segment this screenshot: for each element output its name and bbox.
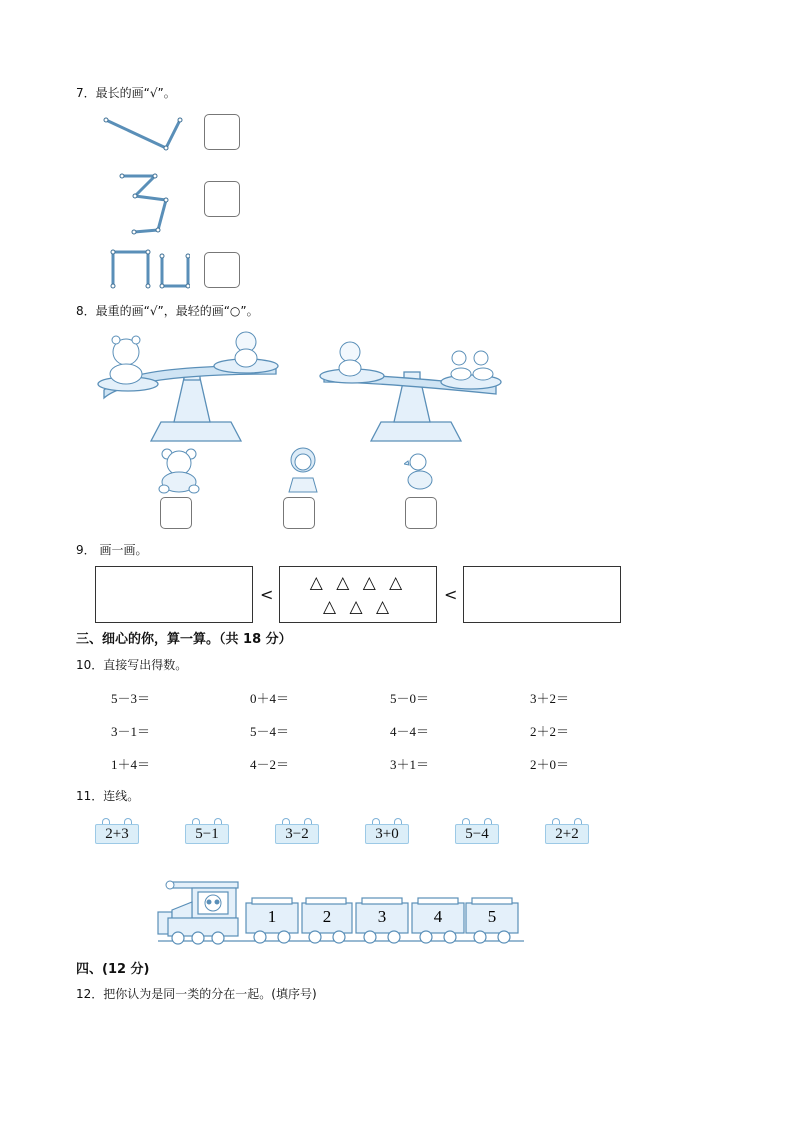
balance-scale-2 [316,326,506,446]
section-3-heading: 三、细心的你，算一算。（共 18 分） [76,632,292,647]
q11-title: 11．连线。 [76,789,140,803]
calc-item: 4－4＝ [390,724,430,739]
q8-answer-box-duck[interactable] [405,497,437,529]
expression-card-label: 5−1 [195,826,219,842]
doll-icon [286,446,320,496]
calc-item: 5－4＝ [250,724,290,739]
q8-title: 8．最重的画“√”，最轻的画“○”。 [76,304,259,318]
calc-item: 5－0＝ [390,691,430,706]
expression-card-4[interactable] [365,818,411,840]
expression-card-label: 3−2 [285,826,309,842]
calc-item: 3＋2＝ [530,691,570,706]
train-car-number-1: 1 [267,907,277,926]
q9-draw-box-right[interactable] [463,566,621,623]
calc-item: 5－3＝ [111,691,151,706]
q9-title: 9． 画一画。 [76,543,148,557]
calc-item: 2＋0＝ [530,757,570,772]
expression-card-6[interactable] [545,818,591,840]
expression-card-2[interactable] [185,818,231,840]
q7-answer-box-1[interactable] [204,114,240,150]
expression-card-label: 3+0 [375,826,399,842]
q7-answer-box-3[interactable] [204,252,240,288]
calc-item: 1＋4＝ [111,757,151,772]
train-car-number-2: 2 [322,907,332,926]
triangle-row-1: △ △ △ △ [309,573,407,593]
calc-item: 3－1＝ [111,724,151,739]
triangle-row-2: △ △ △ [322,597,394,617]
duck-icon [404,452,434,492]
train-car-number-3: 3 [377,907,387,926]
calc-item: 2＋2＝ [530,724,570,739]
expression-card-label: 5−4 [465,826,489,842]
q9-draw-box-left[interactable] [95,566,253,623]
q12-title: 12．把你认为是同一类的分在一起。(填序号) [76,987,317,1001]
q8-answer-box-bear[interactable] [160,497,192,529]
q7-title: 7．最长的画“√”。 [76,86,176,100]
calc-item: 4－2＝ [250,757,290,772]
teddy-bear-icon [156,446,202,494]
less-than-sign-1: < [260,585,274,604]
train-illustration [156,878,526,950]
expression-card-3[interactable] [275,818,321,840]
expression-card-label: 2+3 [105,826,129,842]
less-than-sign-2: < [444,585,458,604]
expression-card-label: 2+2 [555,826,579,842]
train-car-number-5: 5 [487,907,497,926]
q7-answer-box-2[interactable] [204,181,240,217]
matchstick-figures [100,110,190,295]
q9-triangle-box [279,566,437,623]
expression-card-1[interactable] [95,818,141,840]
q10-title: 10．直接写出得数。 [76,658,188,672]
calc-item: 3＋1＝ [390,757,430,772]
q8-answer-box-doll[interactable] [283,497,315,529]
balance-scale-1 [96,326,286,446]
train-car-number-4: 4 [433,907,443,926]
calc-item: 0＋4＝ [250,691,290,706]
expression-card-5[interactable] [455,818,501,840]
section-4-heading: 四、(12 分) [76,962,150,977]
